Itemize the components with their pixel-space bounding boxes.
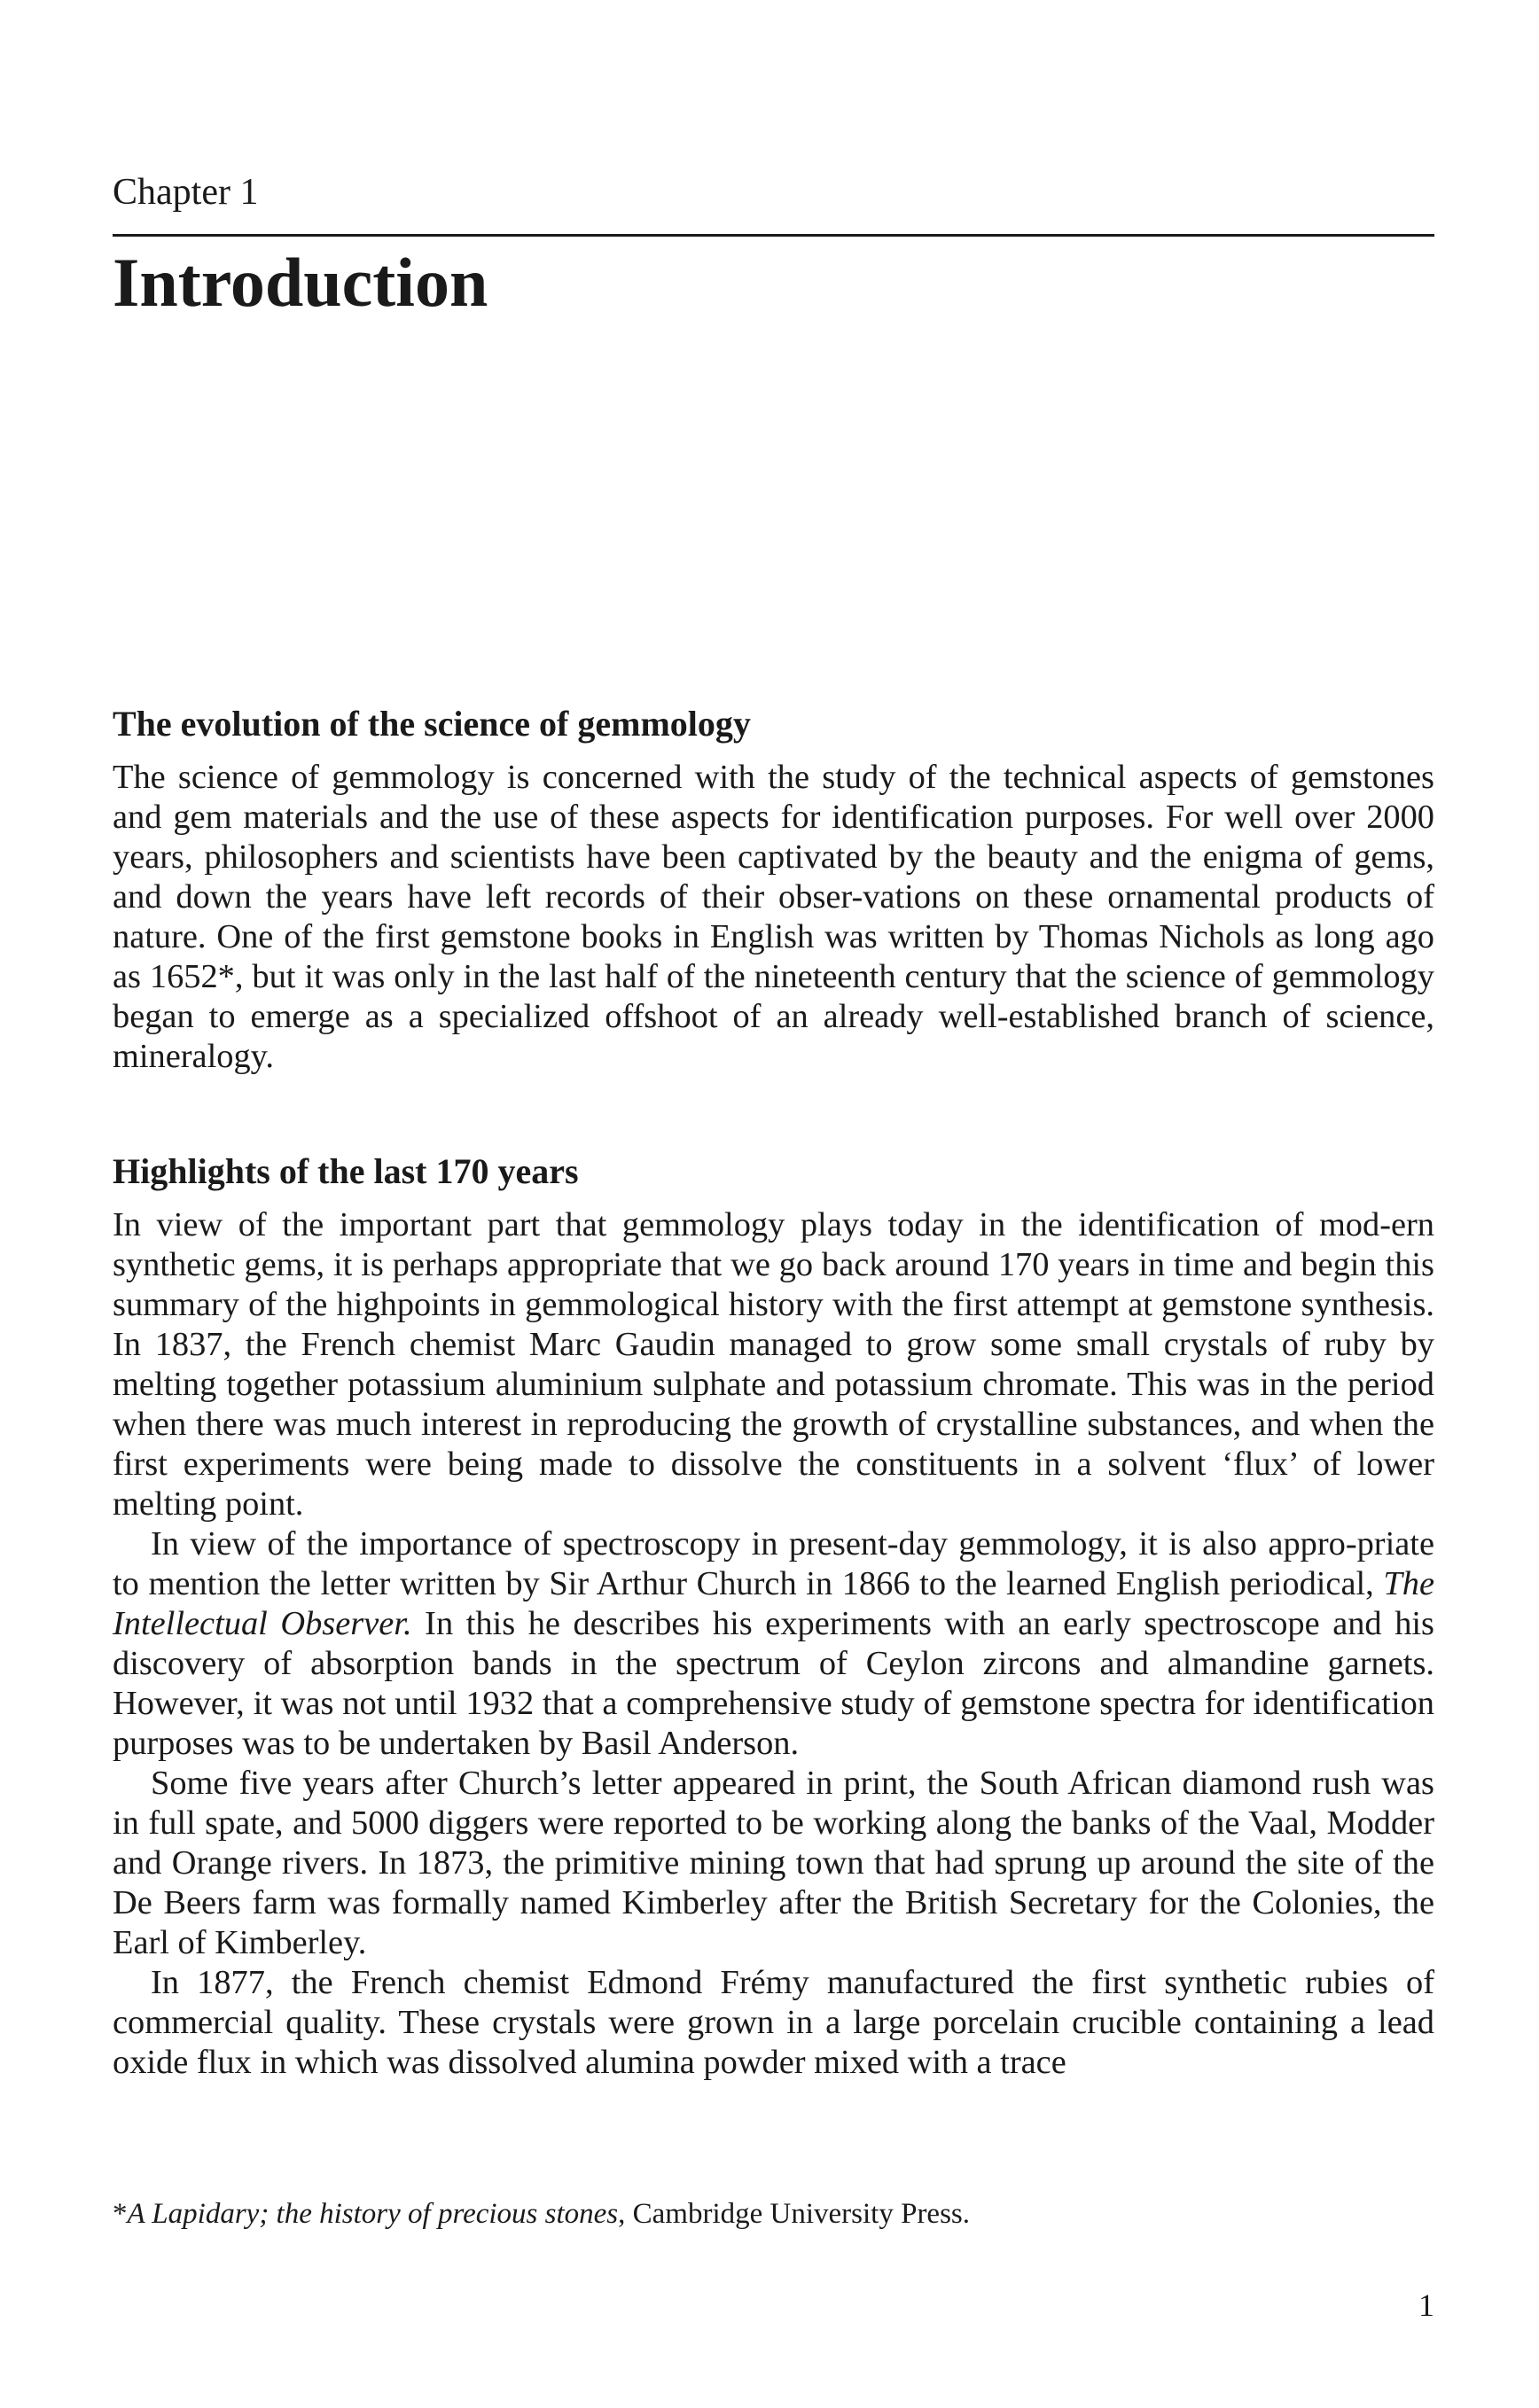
paragraph: The science of gemmology is concerned with the study of the technical aspects of gemstones and gem materials and the use of these aspects for identification purposes. For well over 2000 years, philosophers and scientists have been captivated by the beauty and the enigma of gems, and down the years have left records of their obser-vations on these ornamental products of nature. One of the first gemstone books in English was written by Thomas Nichols as long ago as 1652*, but it was only in the last half of the nineteenth century that the science of gemmology began to emerge as a specialized offshoot of an already well-established branch of science, mineralogy. (113, 759, 1434, 1075)
paragraph-text: In this he describes his experiments with an early spectroscope and his discovery of absorption bands in the spectrum of Ceylon zircons and almandine garnets. However, it was not until 1932 that a comprehensive study of gemstone spectra for identification purposes was to be undertaken by Basil Anderson. (113, 1605, 1434, 1762)
footnote-publisher: , Cambridge University Press. (618, 2198, 971, 2230)
chapter-title: Introduction (113, 244, 488, 321)
book-page (113, 0, 1434, 2408)
section-highlights (113, 1150, 1434, 2083)
footnote-marker: * (113, 2198, 128, 2230)
paragraph (113, 1524, 1434, 1764)
page-number: 1 (1418, 2287, 1434, 2323)
paragraph: Some five years after Church’s letter appeared in print, the South African diamond rush was in full spate, and 5000 diggers were reported to be working along the banks of the Vaal, Modder and Orange rivers. In 1873, the primitive mining town that had sprung up around the site of the De Beers farm was formally named Kimberley after the British Secretary for the Colonies, the Earl of Kimberley. (113, 1765, 1434, 1961)
section-heading: Highlights of the last 170 years (113, 1151, 579, 1191)
paragraph: In 1877, the French chemist Edmond Frémy manufactured the first synthetic rubies of commercial quality. These crystals were grown in a large porcelain crucible containing a lead oxide flux in which was dissolved alumina powder mixed with a trace (113, 1964, 1434, 2081)
chapter-label: Chapter 1 (113, 172, 259, 213)
paragraph-text: In view of the importance of spectroscopy in present-day gemmology, it is also appro-priate to mention the letter written by Sir Arthur Church in 1866 to the learned English periodical, (113, 1525, 1434, 1602)
chapter-rule (113, 234, 1434, 237)
footnote (113, 2195, 1434, 2233)
section-heading: The evolution of the science of gemmology (113, 704, 751, 744)
periodical-title: The Intellectual Observer. (113, 1565, 1434, 1642)
footnote-book-title: A Lapidary; the history of precious stones (127, 2198, 619, 2230)
paragraph: In view of the important part that gemmology plays today in the identification of mod-ern synthetic gems, it is perhaps appropriate that we go back around 170 years in time and begin this summary of the highpoints in gemmological history with the first attempt at gemstone synthesis. In 1837, the French chemist Marc Gaudin managed to grow some small crystals of ruby by melting together potassium aluminium sulphate and potassium chromate. This was in the period when there was much interest in reproducing the growth of crystalline substances, and when the first experiments were being made to dissolve the constituents in a solvent ‘flux’ of lower melting point. (113, 1206, 1434, 1523)
section-evolution (113, 703, 1434, 1077)
